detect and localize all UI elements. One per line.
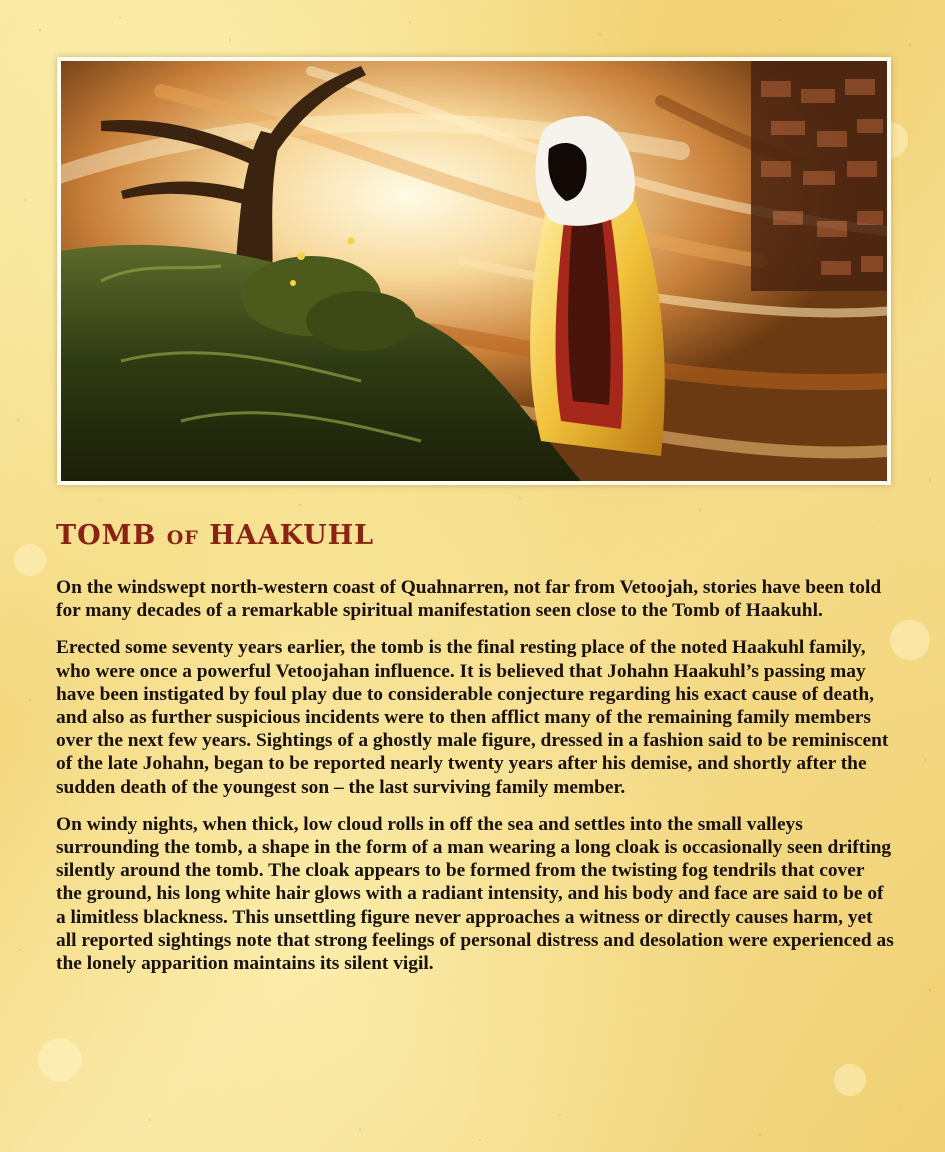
- paragraph-intro: On the windswept north-western coast of Quahnarren, not far from Vetoojah, stories have been told for many decades of a remarkable spiritual manifestation seen close to the Tomb of Haakuhl.: [56, 577, 882, 622]
- tomb-illustration: [57, 57, 891, 485]
- title-word-haakuhl: HAAKUHL: [209, 520, 375, 551]
- paragraph-history: Erected some seventy years earlier, the tomb is the final resting place of the noted Haakuhl family, who were once a powerful Vetoojahan influence. It is believed that Johahn Haakuhl’s passing may have been instigated by foul play due to considerable conjecture regarding his exact cause of death, and also as further suspicious incidents were to then afflict many of the remaining family members over the next few years. Sightings of a ghostly male figure, dressed in a fashion said to be reminiscent of the late Johahn, began to be reported nearly twenty years after his demise, and shortly after the sudden death of the youngest son – the last surviving family member.: [56, 637, 889, 798]
- page-title: [56, 520, 374, 551]
- title-word-tomb: TOMB: [56, 520, 157, 551]
- title-word-of: OF: [166, 527, 199, 549]
- paragraph-sightings: On windy nights, when thick, low cloud rolls in off the sea and settles into the small valleys surrounding the tomb, a shape in the form of a man wearing a long cloak is occasionally seen drifting silently around the tomb. The cloak appears to be formed from the twisting fog tendrils that cover the ground, his long white hair glows with a radiant intensity, and his body and face are said to be of a limitless blackness. This unsettling figure never approaches a witness or directly causes harm, yet all reported sightings note that strong feelings of personal distress and desolation were experienced as the lonely apparition maintains its silent vigil.: [56, 813, 894, 975]
- article-body: [56, 576, 894, 989]
- hooded-apparition-illustration: [61, 61, 887, 481]
